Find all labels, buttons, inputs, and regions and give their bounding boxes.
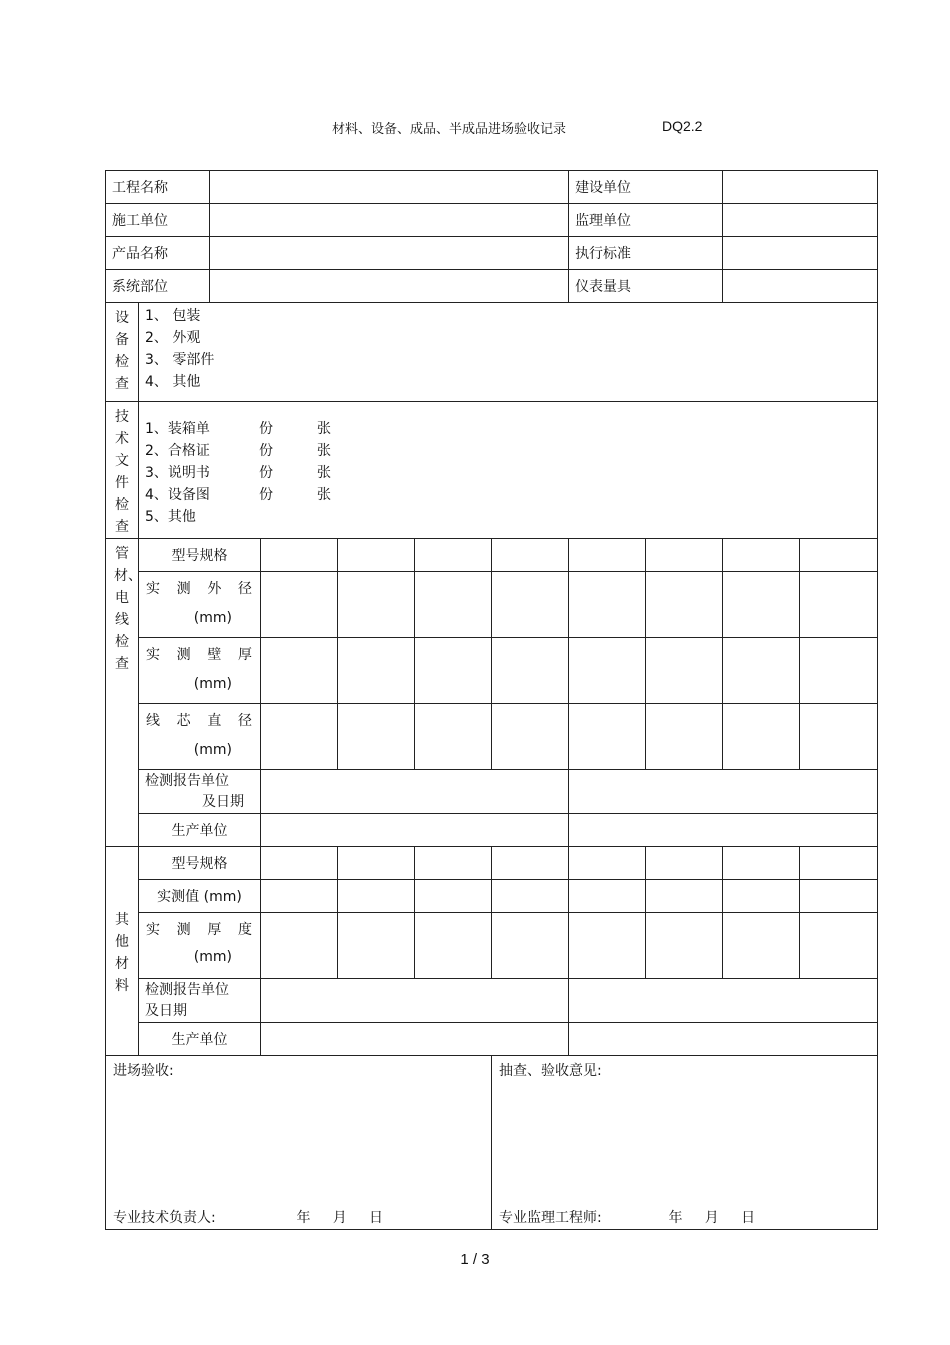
cell[interactable] xyxy=(800,913,878,979)
cell[interactable] xyxy=(492,572,569,638)
other-producer-row xyxy=(106,1023,878,1056)
pipe-wall-thickness-label: 实 测 壁 厚 (mm) xyxy=(139,638,261,704)
pipe-producer-value[interactable] xyxy=(261,814,569,847)
cell[interactable] xyxy=(261,880,338,913)
cell[interactable] xyxy=(492,638,569,704)
cell[interactable] xyxy=(261,572,338,638)
pipe-producer-label: 生产单位 xyxy=(139,814,261,847)
cell[interactable] xyxy=(723,913,800,979)
form-title: 材料、设备、成品、半成品进场验收记录 xyxy=(332,122,567,137)
list-item: 2、 外观 xyxy=(145,330,201,346)
list-item: 4、 其他 xyxy=(145,374,201,390)
cell[interactable] xyxy=(646,847,723,880)
cell[interactable] xyxy=(338,572,415,638)
cell[interactable] xyxy=(415,880,492,913)
other-report-value[interactable] xyxy=(261,979,569,1023)
header-label-right: 监理单位 xyxy=(569,204,723,237)
other-model-row xyxy=(106,847,878,880)
supervisor-signature-label: 专业监理工程师: xyxy=(499,1210,602,1226)
cell[interactable] xyxy=(415,638,492,704)
header-label-right: 建设单位 xyxy=(569,171,723,204)
page-number: 1 / 3 xyxy=(460,1251,490,1268)
cell[interactable] xyxy=(646,539,723,572)
other-materials-label: 其他材料 xyxy=(106,847,139,1056)
cell[interactable] xyxy=(338,638,415,704)
cell[interactable] xyxy=(723,704,800,770)
cell[interactable] xyxy=(569,913,646,979)
cell[interactable] xyxy=(261,913,338,979)
other-report-label: 检测报告单位 及日期 xyxy=(139,979,261,1023)
header-label-right: 执行标准 xyxy=(569,237,723,270)
header-value-left[interactable] xyxy=(210,237,569,270)
other-measured-label: 实测值 (mm) xyxy=(139,880,261,913)
pipe-producer-value[interactable] xyxy=(569,814,878,847)
pipe-report-label: 检测报告单位 及日期 xyxy=(139,770,261,814)
cell[interactable] xyxy=(261,638,338,704)
other-report-row xyxy=(106,979,878,1023)
header-row xyxy=(106,237,878,270)
pipe-measure-row xyxy=(106,638,878,704)
header-value-right[interactable] xyxy=(723,237,878,270)
equipment-check-row xyxy=(106,303,878,402)
other-model-label: 型号规格 xyxy=(139,847,261,880)
cell[interactable] xyxy=(492,704,569,770)
other-report-value[interactable] xyxy=(569,979,878,1023)
header-label-left: 产品名称 xyxy=(106,237,210,270)
cell[interactable] xyxy=(646,572,723,638)
other-producer-value[interactable] xyxy=(261,1023,569,1056)
list-item: 4、设备图 份 张 xyxy=(145,487,331,503)
tech-lead-signature-label: 专业技术负责人: xyxy=(113,1210,216,1226)
header-value-right[interactable] xyxy=(723,171,878,204)
other-thickness-label: 实 测 厚 度 (mm) xyxy=(139,913,261,979)
header-label-left: 工程名称 xyxy=(106,171,210,204)
cell[interactable] xyxy=(569,572,646,638)
cell[interactable] xyxy=(415,572,492,638)
list-item: 5、其他 xyxy=(145,509,196,525)
header-label-right: 仪表量具 xyxy=(569,270,723,303)
header-value-left[interactable] xyxy=(210,171,569,204)
cell[interactable] xyxy=(261,704,338,770)
other-thickness-row xyxy=(106,913,878,979)
equipment-check-label: 设备检查 xyxy=(106,303,139,402)
cell[interactable] xyxy=(646,880,723,913)
cell[interactable] xyxy=(646,913,723,979)
inspection-opinion-title: 抽查、验收意见: xyxy=(499,1063,602,1079)
pipe-measure-row xyxy=(106,572,878,638)
wire-core-diameter-label: 线 芯 直 径 (mm) xyxy=(139,704,261,770)
cell[interactable] xyxy=(569,880,646,913)
cell[interactable] xyxy=(492,539,569,572)
cell[interactable] xyxy=(415,913,492,979)
pipe-outer-diameter-label: 实 测 外 径 (mm) xyxy=(139,572,261,638)
pipe-model-row xyxy=(106,539,878,572)
cell[interactable] xyxy=(569,539,646,572)
header-value-right[interactable] xyxy=(723,204,878,237)
cell[interactable] xyxy=(492,847,569,880)
header-value-left[interactable] xyxy=(210,270,569,303)
cell[interactable] xyxy=(415,847,492,880)
cell[interactable] xyxy=(800,880,878,913)
pipe-report-value[interactable] xyxy=(261,770,569,814)
list-item: 1、装箱单 份 张 xyxy=(145,421,331,437)
pipe-check-label: 管材、电线检查 xyxy=(106,539,139,847)
list-item: 1、 包装 xyxy=(145,308,201,324)
cell[interactable] xyxy=(415,539,492,572)
cell[interactable] xyxy=(338,539,415,572)
other-producer-label: 生产单位 xyxy=(139,1023,261,1056)
entry-signature-line xyxy=(113,1207,483,1227)
cell[interactable] xyxy=(800,638,878,704)
acceptance-row xyxy=(106,1056,878,1230)
cell[interactable] xyxy=(338,704,415,770)
cell[interactable] xyxy=(415,704,492,770)
cell[interactable] xyxy=(492,913,569,979)
cell[interactable] xyxy=(723,638,800,704)
header-label-left: 施工单位 xyxy=(106,204,210,237)
cell[interactable] xyxy=(800,572,878,638)
pipe-report-row xyxy=(106,770,878,814)
header-row xyxy=(106,171,878,204)
supervisor-signature-line xyxy=(499,1207,869,1227)
inspection-opinion-box[interactable] xyxy=(492,1056,878,1230)
pipe-report-value[interactable] xyxy=(569,770,878,814)
date-fields: 年 月 日 xyxy=(668,1210,756,1226)
cell[interactable] xyxy=(646,638,723,704)
cell[interactable] xyxy=(723,572,800,638)
cell[interactable] xyxy=(646,704,723,770)
cell[interactable] xyxy=(800,704,878,770)
tech-docs-list[interactable] xyxy=(139,402,878,539)
equipment-check-list[interactable] xyxy=(139,303,878,402)
tech-docs-row xyxy=(106,402,878,539)
form-code: DQ2.2 xyxy=(662,118,703,134)
other-measured-row xyxy=(106,880,878,913)
header-value-left[interactable] xyxy=(210,204,569,237)
header-row xyxy=(106,204,878,237)
list-item: 2、合格证 份 张 xyxy=(145,443,331,459)
cell[interactable] xyxy=(338,847,415,880)
pipe-producer-row xyxy=(106,814,878,847)
inspection-form-table xyxy=(105,170,878,1230)
cell[interactable] xyxy=(723,847,800,880)
cell[interactable] xyxy=(261,847,338,880)
cell[interactable] xyxy=(569,638,646,704)
other-producer-value[interactable] xyxy=(569,1023,878,1056)
tech-docs-label: 技术文件检查 xyxy=(106,402,139,539)
cell[interactable] xyxy=(569,847,646,880)
entry-acceptance-box[interactable] xyxy=(106,1056,492,1230)
cell[interactable] xyxy=(800,539,878,572)
cell[interactable] xyxy=(338,913,415,979)
list-item: 3、 零部件 xyxy=(145,352,215,368)
header-row xyxy=(106,270,878,303)
pipe-measure-row xyxy=(106,704,878,770)
list-item: 3、说明书 份 张 xyxy=(145,465,331,481)
header-label-left: 系统部位 xyxy=(106,270,210,303)
date-fields: 年 月 日 xyxy=(296,1210,383,1226)
pipe-model-label: 型号规格 xyxy=(139,539,261,572)
cell[interactable] xyxy=(261,539,338,572)
cell[interactable] xyxy=(492,880,569,913)
header-value-right[interactable] xyxy=(723,270,878,303)
cell[interactable] xyxy=(723,539,800,572)
cell[interactable] xyxy=(723,880,800,913)
cell[interactable] xyxy=(569,704,646,770)
cell[interactable] xyxy=(338,880,415,913)
cell[interactable] xyxy=(800,847,878,880)
entry-acceptance-title: 进场验收: xyxy=(113,1063,174,1079)
